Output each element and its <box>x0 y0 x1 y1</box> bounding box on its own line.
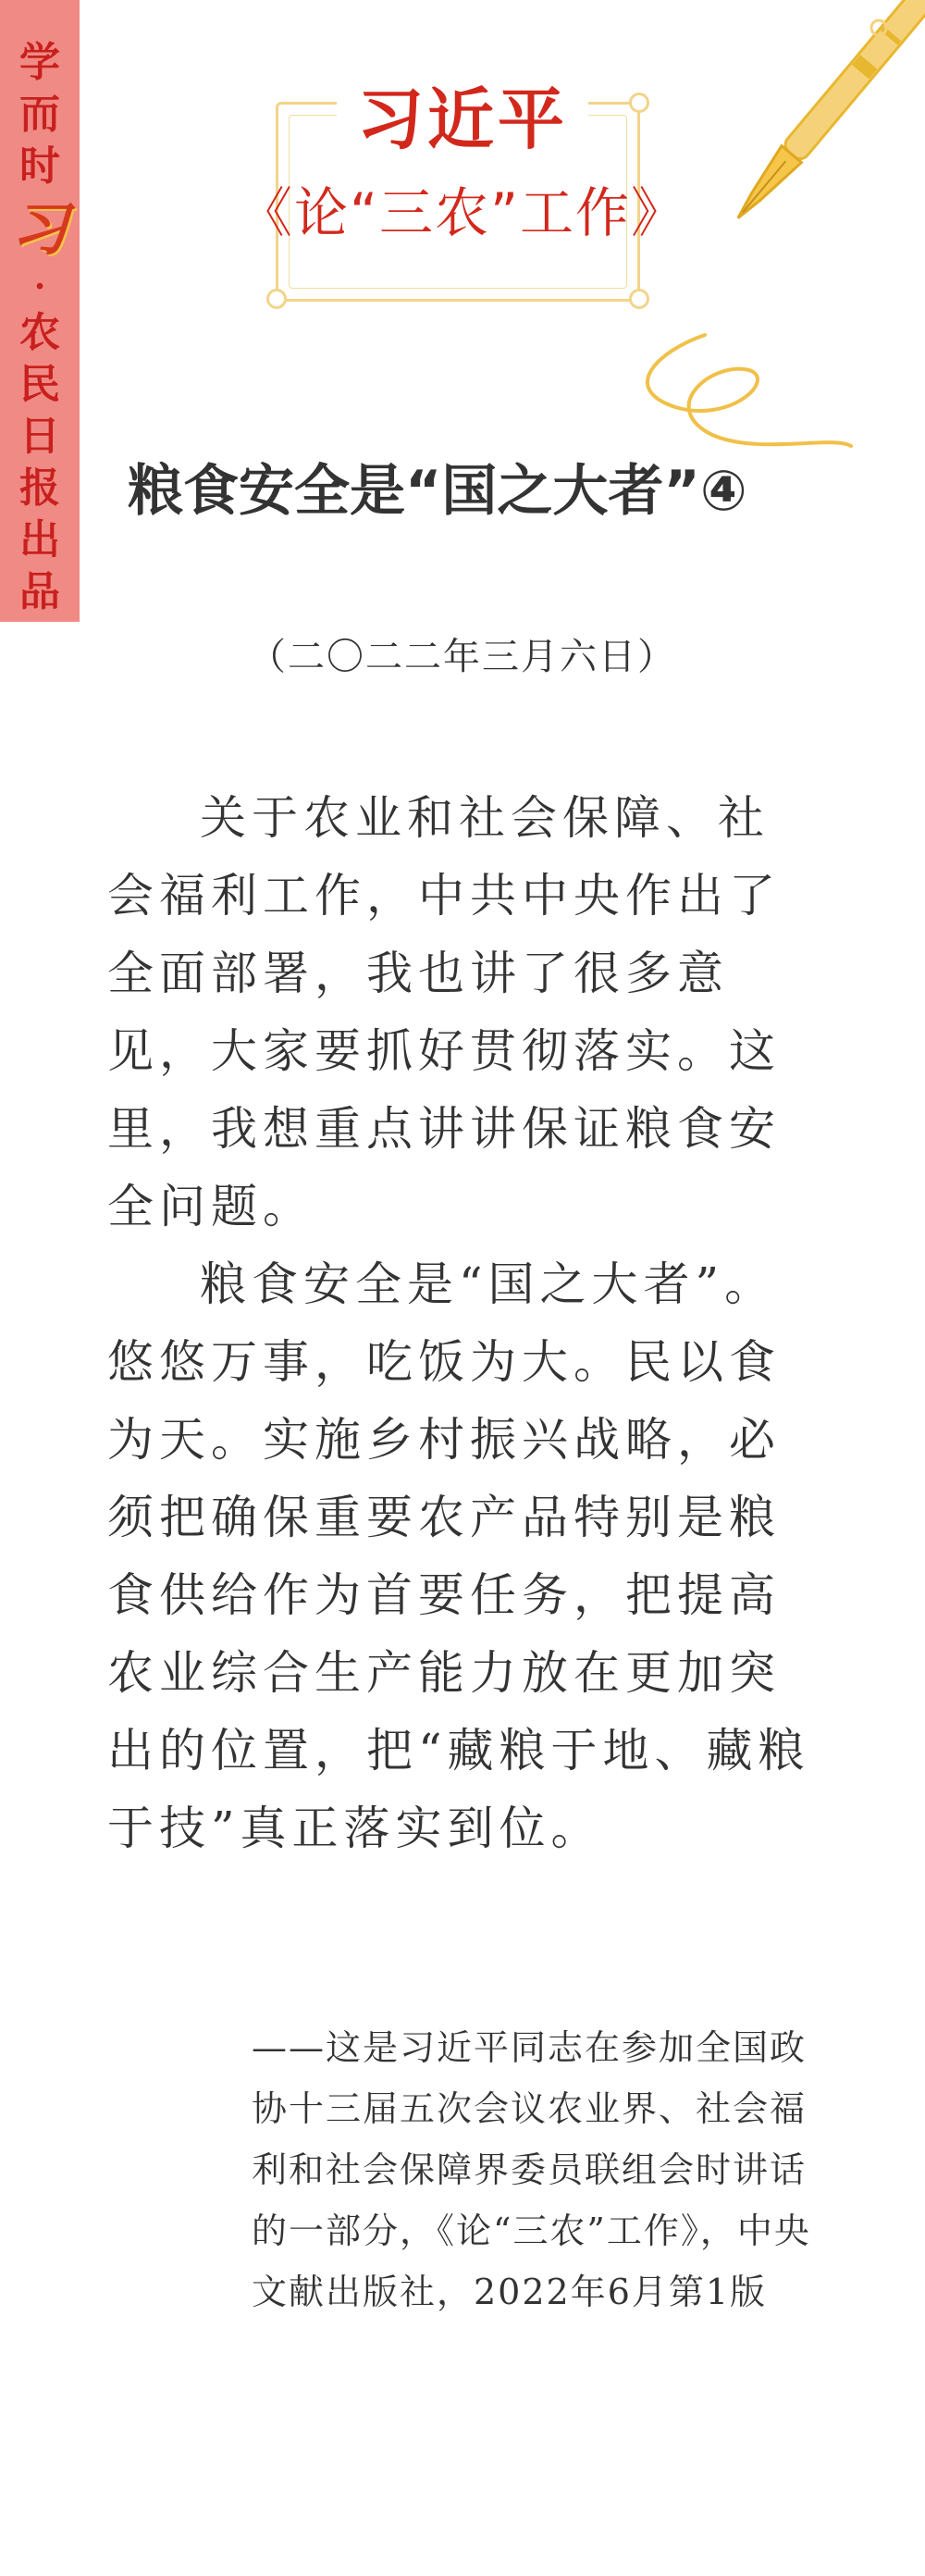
section-heading: 粮食安全是“国之大者”④ <box>128 459 747 524</box>
article-body <box>107 779 818 1867</box>
banner-char: 品 <box>19 568 60 615</box>
book-title: 《论“三农”工作》 <box>238 181 687 244</box>
source-note-text: ——这是习近平同志在参加全国政协十三届五次会议农业界、社会福利和社会保障界委员联组会时讲话的一部分，《论“三农”工作》，中央文献出版社，2022年6月第1版 <box>252 2027 811 2312</box>
banner-char-highlight: 习 <box>10 195 68 263</box>
paragraph: 关于农业和社会保障、社会福利工作，中共中央作出了全面部署，我也讲了很多意见，大家要抓好贯彻落实。这里，我想重点讲讲保证粮食安全问题。 <box>107 791 781 1233</box>
banner-char: 报 <box>19 464 60 512</box>
banner-char: 民 <box>19 361 60 408</box>
author-title <box>0 78 925 161</box>
speech-date: （二〇二二年三月六日） <box>249 636 676 678</box>
banner-char: 而 <box>19 91 60 138</box>
banner-separator: · <box>33 267 46 306</box>
banner-char: 出 <box>19 516 60 564</box>
banner-char: 农 <box>19 309 60 356</box>
author-name: 习近平 <box>337 80 588 158</box>
banner-char: 日 <box>19 413 60 460</box>
frame-corner-dot <box>266 289 287 309</box>
banner-char: 学 <box>19 39 60 86</box>
banner-char: 时 <box>19 142 60 190</box>
frame-corner-dot <box>629 289 649 309</box>
source-note <box>252 2017 816 2322</box>
paragraph: 粮食安全是“国之大者”。悠悠万事，吃饭为大。民以食为天。实施乡村振兴战略，必须把确保重要农产品特别是粮食供给作为首要任务，把提高农业综合生产能力放在更加突出的位置，把“藏粮于地、藏粮于技”真正落实到位。 <box>107 1257 810 1855</box>
